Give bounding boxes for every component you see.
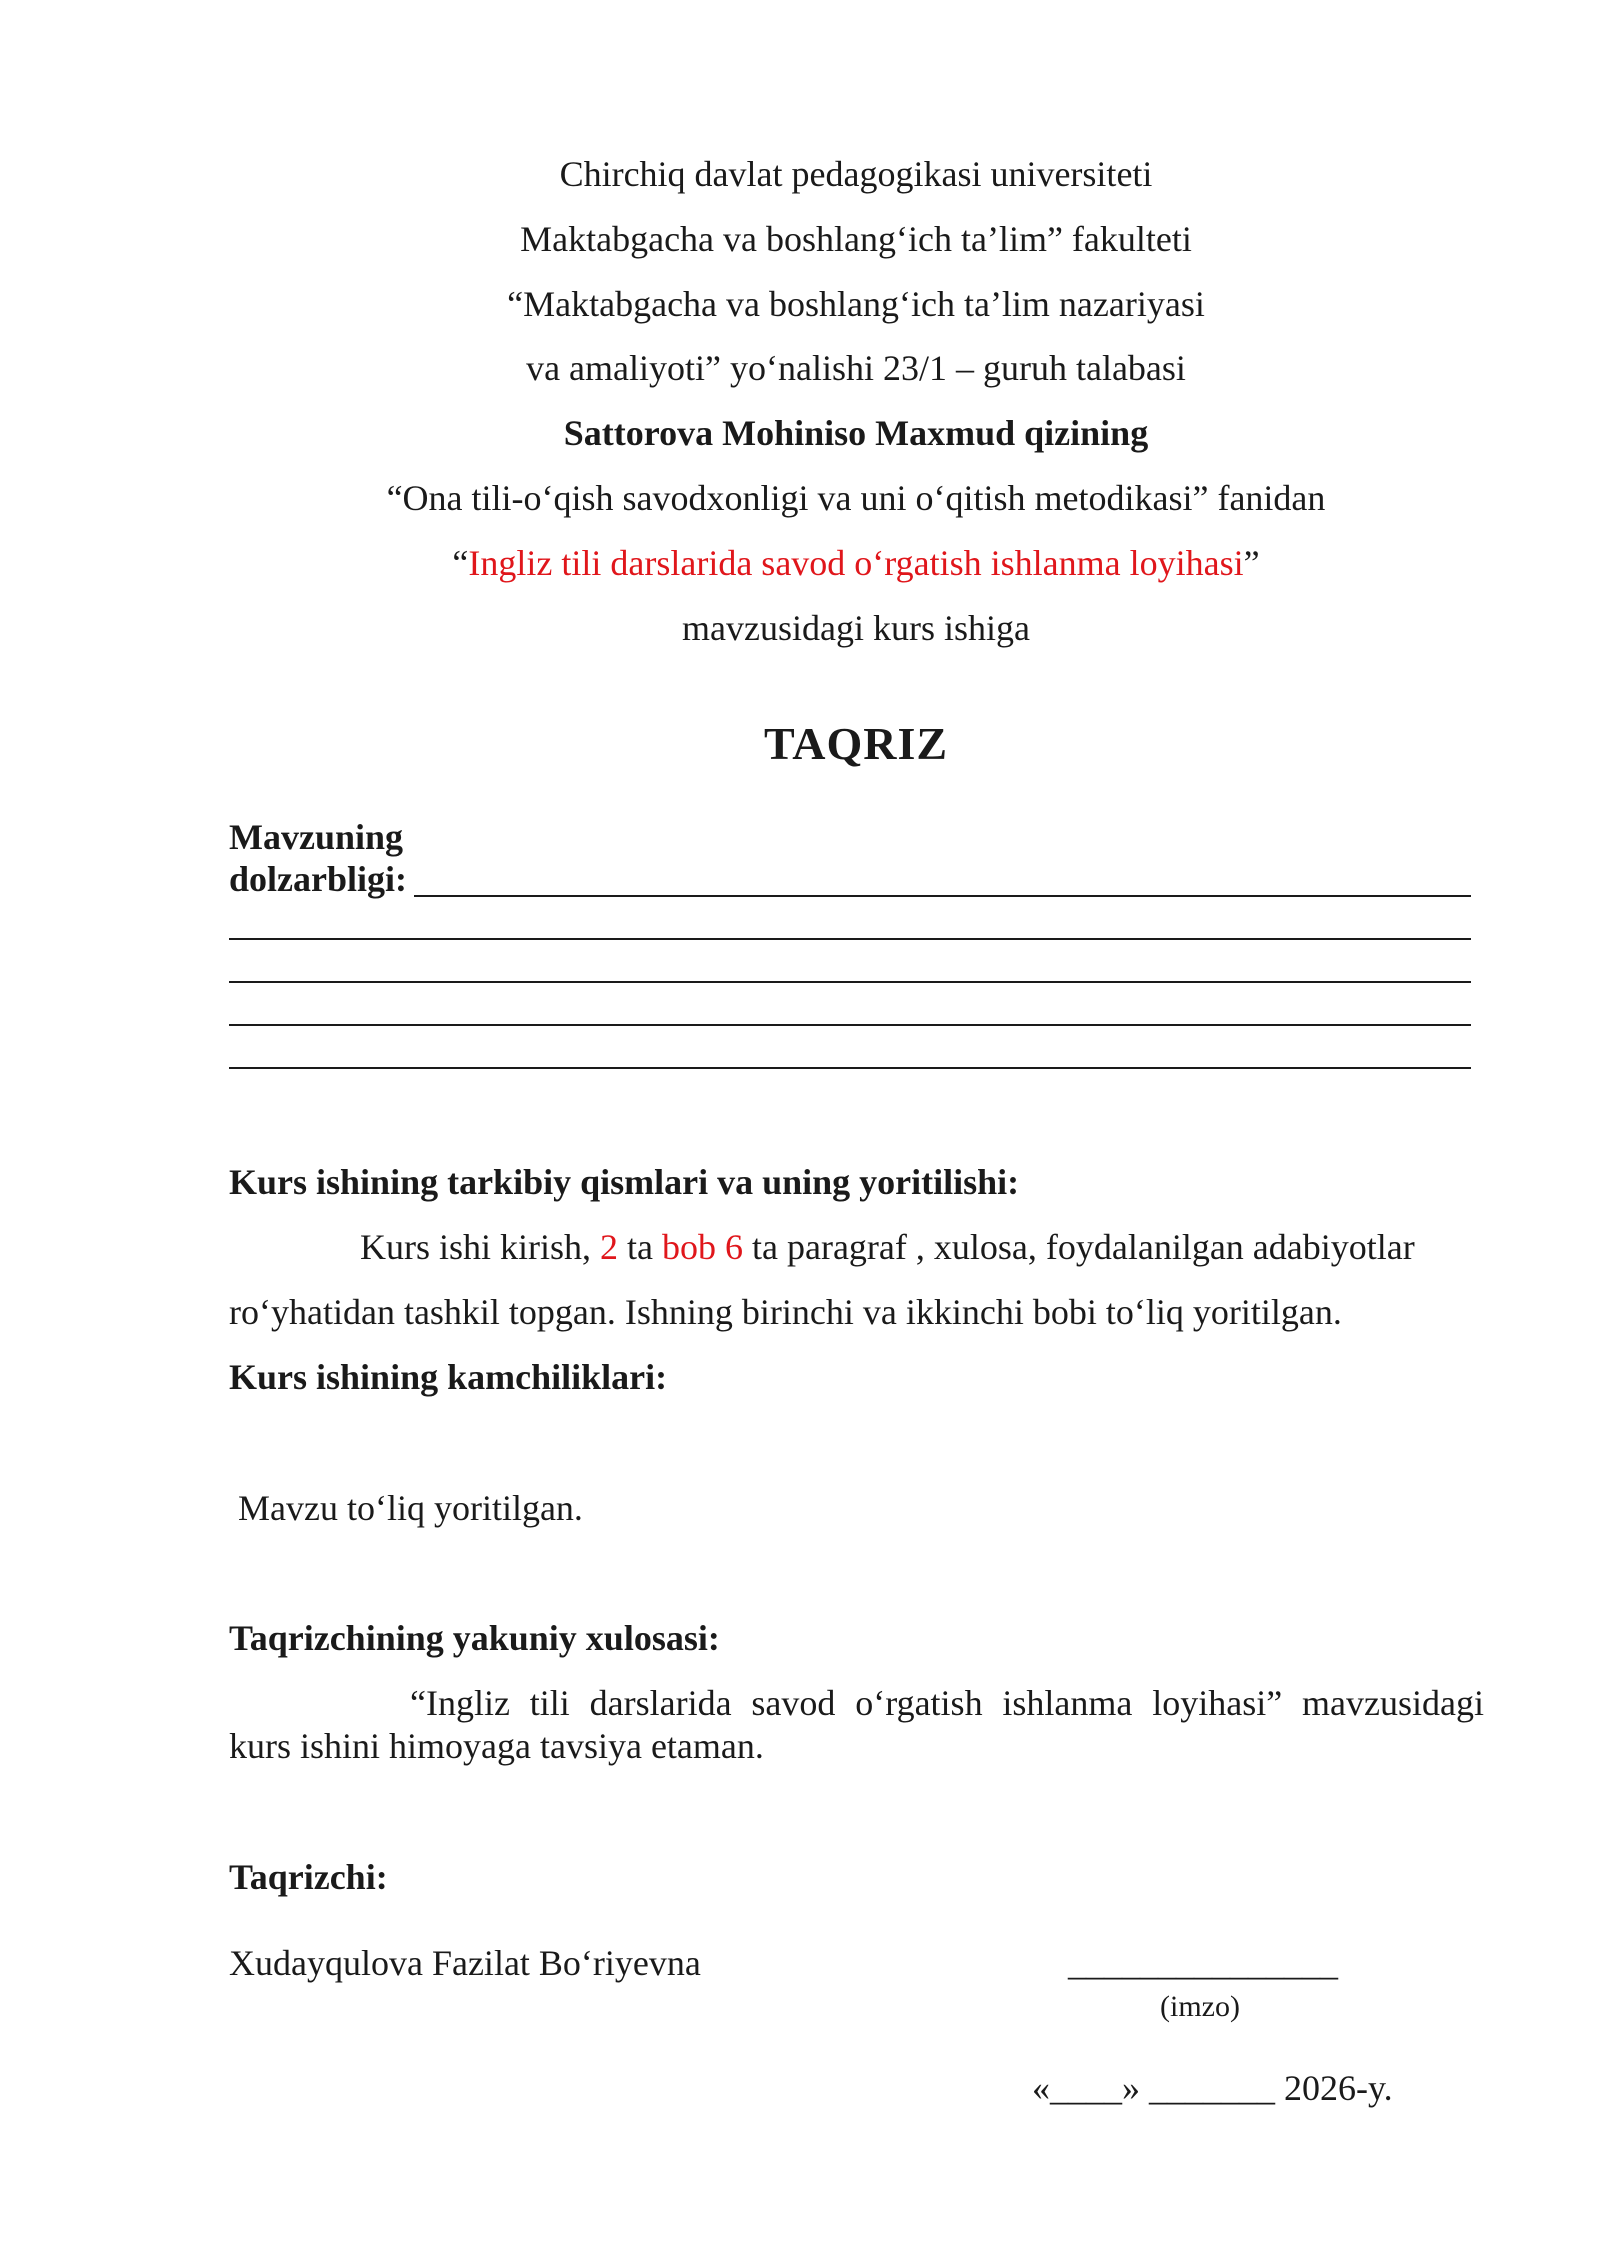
relevance-label-line1: Mavzuning	[229, 817, 404, 857]
program-name-line1: “Maktabgacha va boshlang‘ich ta’lim nazariyasi	[507, 284, 1205, 324]
relevance-blank-line-4	[229, 1024, 1471, 1026]
topic-close-quote: ”	[1243, 543, 1260, 583]
topic-open-quote: “	[452, 543, 469, 583]
conclusion-text-line2: kurs ishini himoyaga tavsiya etaman.	[229, 1726, 764, 1766]
relevance-label-line2: dolzarbligi:	[229, 859, 407, 899]
structure-text-part4: ta paragraf , xulosa, foydalanilgan adabiyotlar	[743, 1227, 1415, 1267]
shortcomings-heading: Kurs ishining kamchiliklari:	[229, 1357, 668, 1397]
university-name: Chirchiq davlat pedagogikasi universiteti	[559, 154, 1153, 194]
conclusion-heading: Taqrizchining yakuniy xulosasi:	[229, 1618, 720, 1658]
topic-line	[0, 541, 1600, 585]
relevance-blank-line-5	[229, 1067, 1471, 1069]
student-name: Sattorova Mohiniso Maxmud qizining	[563, 413, 1149, 453]
relevance-blank-line-2	[229, 938, 1471, 940]
signature-line: _______________	[1068, 1943, 1338, 1983]
reviewer-name: Xudayqulova Fazilat Bo‘riyevna	[229, 1943, 701, 1983]
structure-text-line1	[360, 1225, 1415, 1269]
topic-suffix: mavzusidagi kurs ishiga	[682, 608, 1030, 648]
topic-title: Ingliz tili darslarida savod o‘rgatish ishlanma loyihasi	[468, 543, 1244, 583]
relevance-blank-line-3	[229, 981, 1471, 983]
conclusion-text-line1: “Ingliz tili darslarida savod o‘rgatish ishlanma loyihasi” mavzusidagi	[410, 1683, 1484, 1723]
structure-text-part2: ta	[618, 1227, 662, 1267]
signature-caption: (imzo)	[1160, 1990, 1240, 2023]
structure-text-part3	[716, 1227, 725, 1267]
faculty-name: Maktabgacha va boshlang‘ich ta’lim” fakulteti	[520, 219, 1192, 259]
shortcomings-text: Mavzu to‘liq yoritilgan.	[238, 1488, 583, 1528]
relevance-blank-line-1	[414, 895, 1471, 897]
structure-text-part1: Kurs ishi kirish,	[360, 1227, 601, 1267]
chapter-word: bob	[662, 1227, 716, 1267]
document-title: TAQRIZ	[763, 718, 949, 769]
reviewer-heading: Taqrizchi:	[229, 1857, 388, 1897]
chapters-count: 2	[600, 1227, 619, 1267]
paragraph-count: 6	[725, 1227, 743, 1267]
date-line: «____» _______ 2026-y.	[1032, 2068, 1393, 2108]
structure-heading: Kurs ishining tarkibiy qismlari va uning yoritilishi:	[229, 1162, 1020, 1202]
program-name-line2: va amaliyoti” yo‘nalishi 23/1 – guruh talabasi	[526, 348, 1186, 388]
subject-line: “Ona tili-o‘qish savodxonligi va uni o‘qitish metodikasi” fanidan	[386, 478, 1326, 518]
structure-text-line2: ro‘yhatidan tashkil topgan. Ishning birinchi va ikkinchi bobi to‘liq yoritilgan.	[229, 1292, 1342, 1332]
